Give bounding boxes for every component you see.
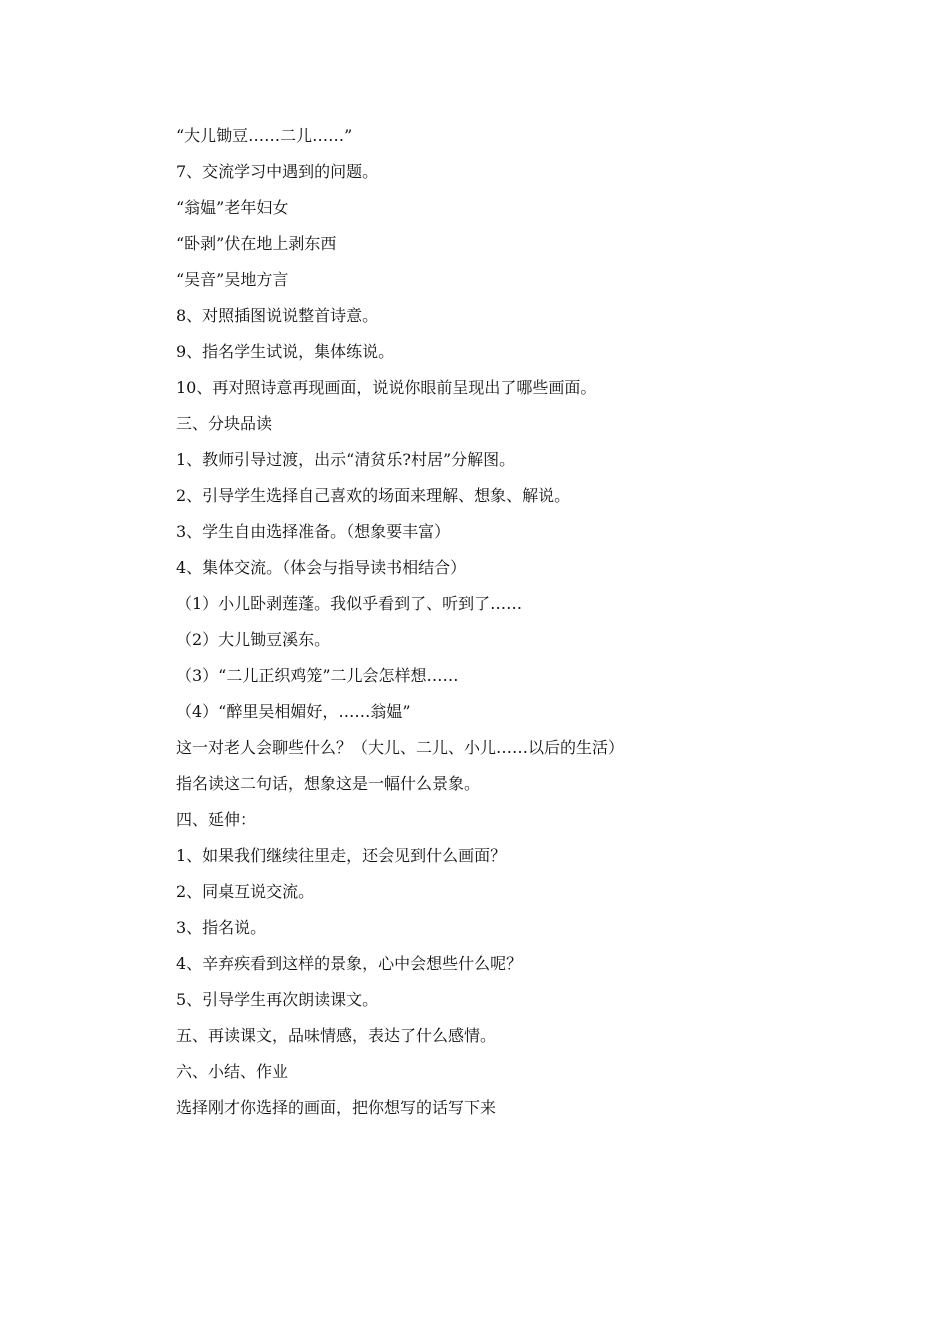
text-line: “翁媪”老年妇女	[176, 198, 289, 217]
text-line: “吴音”吴地方言	[176, 270, 289, 289]
text-line: 3、指名说。	[176, 918, 267, 937]
section-heading: 六、小结、作业	[176, 1062, 289, 1081]
text-line: “大儿锄豆……二儿……”	[176, 126, 353, 145]
text-line: （2）大儿锄豆溪东。	[176, 630, 331, 649]
text-line: 1、教师引导过渡，出示“清贫乐?村居”分解图。	[176, 450, 516, 469]
text-line: 9、指名学生试说，集体练说。	[176, 342, 395, 361]
text-line: （4）“醉里吴相媚好，……翁媪”	[176, 702, 411, 721]
text-line: 8、对照插图说说整首诗意。	[176, 306, 379, 325]
section-heading: 三、分块品读	[176, 414, 273, 433]
text-line: 指名读这二句话，想象这是一幅什么景象。	[176, 774, 481, 793]
text-line: 7、交流学习中遇到的问题。	[176, 162, 379, 181]
text-line: 2、引导学生选择自己喜欢的场面来理解、想象、解说。	[176, 486, 571, 505]
section-heading: 四、延伸：	[176, 810, 257, 829]
text-line: 4、集体交流。（体会与指导读书相结合）	[176, 558, 467, 577]
text-line: 选择刚才你选择的画面，把你想写的话写下来	[176, 1098, 497, 1117]
section-heading: 五、再读课文，品味情感，表达了什么感情。	[176, 1026, 497, 1045]
text-line: 4、辛弃疾看到这样的景象，心中会想些什么呢？	[176, 954, 523, 973]
text-line: 5、引导学生再次朗读课文。	[176, 990, 379, 1009]
text-line: （3）“二儿正织鸡笼”二儿会怎样想……	[176, 666, 459, 685]
text-line: 10、再对照诗意再现画面，说说你眼前呈现出了哪些画面。	[176, 378, 597, 397]
text-line: 2、同桌互说交流。	[176, 882, 315, 901]
text-line: （1）小儿卧剥莲蓬。我似乎看到了、听到了……	[176, 594, 523, 613]
text-line: “卧剥”伏在地上剥东西	[176, 234, 337, 253]
text-line: 3、学生自由选择准备。（想象要丰富）	[176, 522, 451, 541]
text-line: 1、如果我们继续往里走，还会见到什么画面？	[176, 846, 507, 865]
text-line: 这一对老人会聊些什么？（大儿、二儿、小儿……以后的生活）	[176, 738, 625, 757]
